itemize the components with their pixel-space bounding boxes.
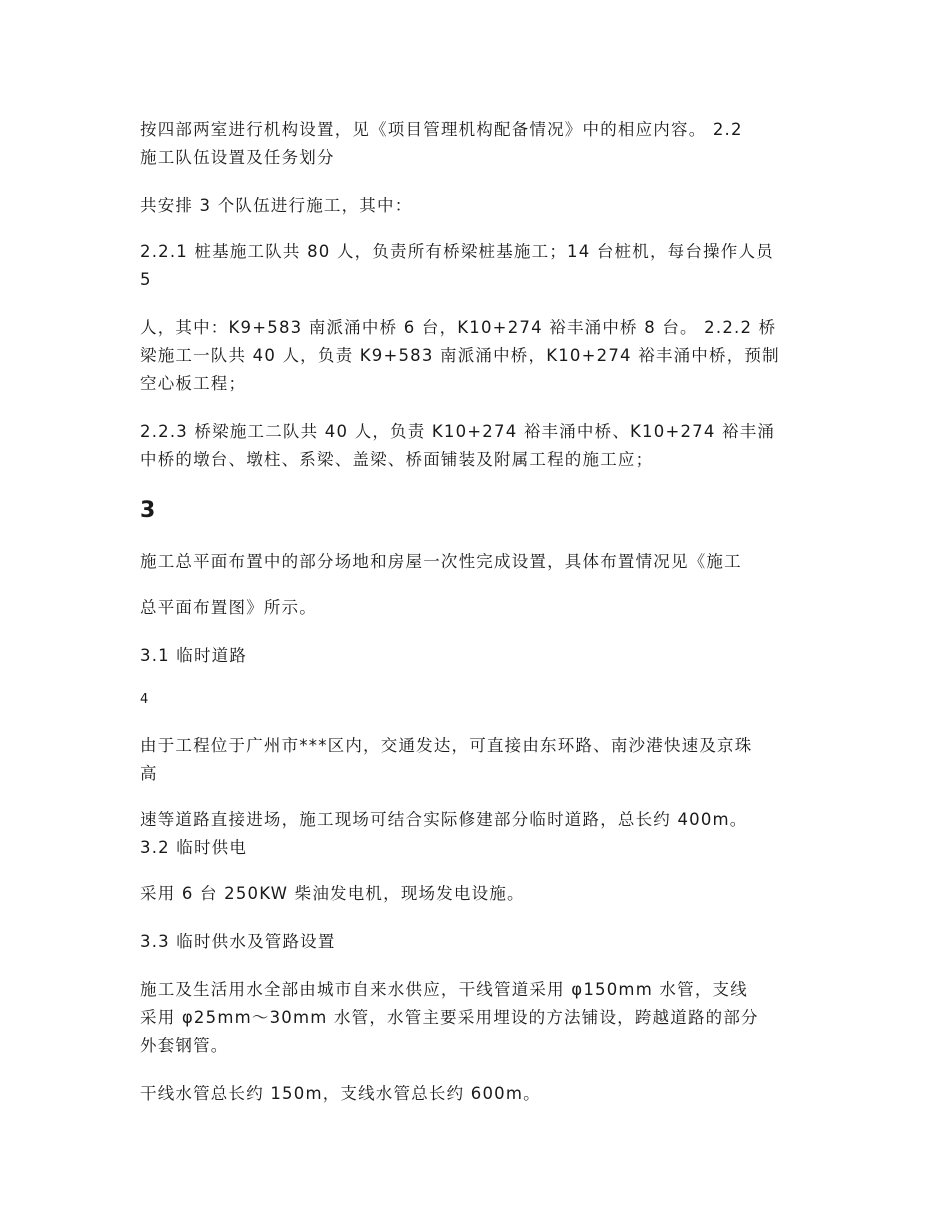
section-heading: 3 — [140, 498, 156, 523]
text-line: 按四部两室进行机构设置，见《项目管理机构配备情况》中的相应内容。 2.2 — [140, 120, 743, 139]
text-line: 外套钢管。 — [140, 1036, 229, 1055]
text-line: 共安排 3 个队伍进行施工，其中： — [140, 196, 413, 215]
text-line: 梁施工一队共 40 人，负责 K9+583 南派涌中桥，K10+274 裕丰涌中桥，预制 — [140, 346, 780, 365]
text-line: 干线水管总长约 150m，支线水管总长约 600m。 — [140, 1084, 541, 1103]
text-line: 2.2.1 桩基施工队共 80 人，负责所有桥梁桩基施工；14 台桩机，每台操作人员 — [140, 242, 774, 261]
text-line: 中桥的墩台、墩柱、系梁、盖梁、桥面铺装及附属工程的施工应； — [140, 450, 654, 469]
text-line: 采用 6 台 250KW 柴油发电机，现场发电设施。 — [140, 884, 525, 903]
text-line: 5 — [140, 270, 152, 289]
text-line: 施工总平面布置中的部分场地和房屋一次性完成设置，具体布置情况见《施工 — [140, 552, 742, 571]
text-line: 总平面布置图》所示。 — [140, 598, 317, 617]
text-line: 施工队伍设置及任务划分 — [140, 148, 335, 167]
text-line: 2.2.3 桥梁施工二队共 40 人，负责 K10+274 裕丰涌中桥、K10+274 裕丰涌 — [140, 422, 776, 441]
text-line: 空心板工程； — [140, 374, 247, 393]
text-line: 速等道路直接进场，施工现场可结合实际修建部分临时道路，总长约 400m。 — [140, 810, 748, 829]
text-line: 高 — [140, 764, 158, 783]
text-line: 施工及生活用水全部由城市自来水供应，干线管道采用 φ150mm 水管，支线 — [140, 980, 748, 999]
subsection-title: 3.1 临时道路 — [140, 646, 248, 665]
text-line: 由于工程位于广州市***区内，交通发达，可直接由东环路、南沙港快速及京珠 — [140, 736, 753, 755]
text-line: 人，其中：K9+583 南派涌中桥 6 台，K10+274 裕丰涌中桥 8 台。 2.2.2 桥 — [140, 318, 777, 337]
subsection-title: 3.2 临时供电 — [140, 838, 248, 857]
subsection-title: 3.3 临时供水及管路设置 — [140, 932, 336, 951]
text-line: 采用 φ25mm～30mm 水管，水管主要采用埋设的方法铺设，跨越道路的部分 — [140, 1008, 759, 1027]
section-number: 4 — [140, 692, 149, 707]
